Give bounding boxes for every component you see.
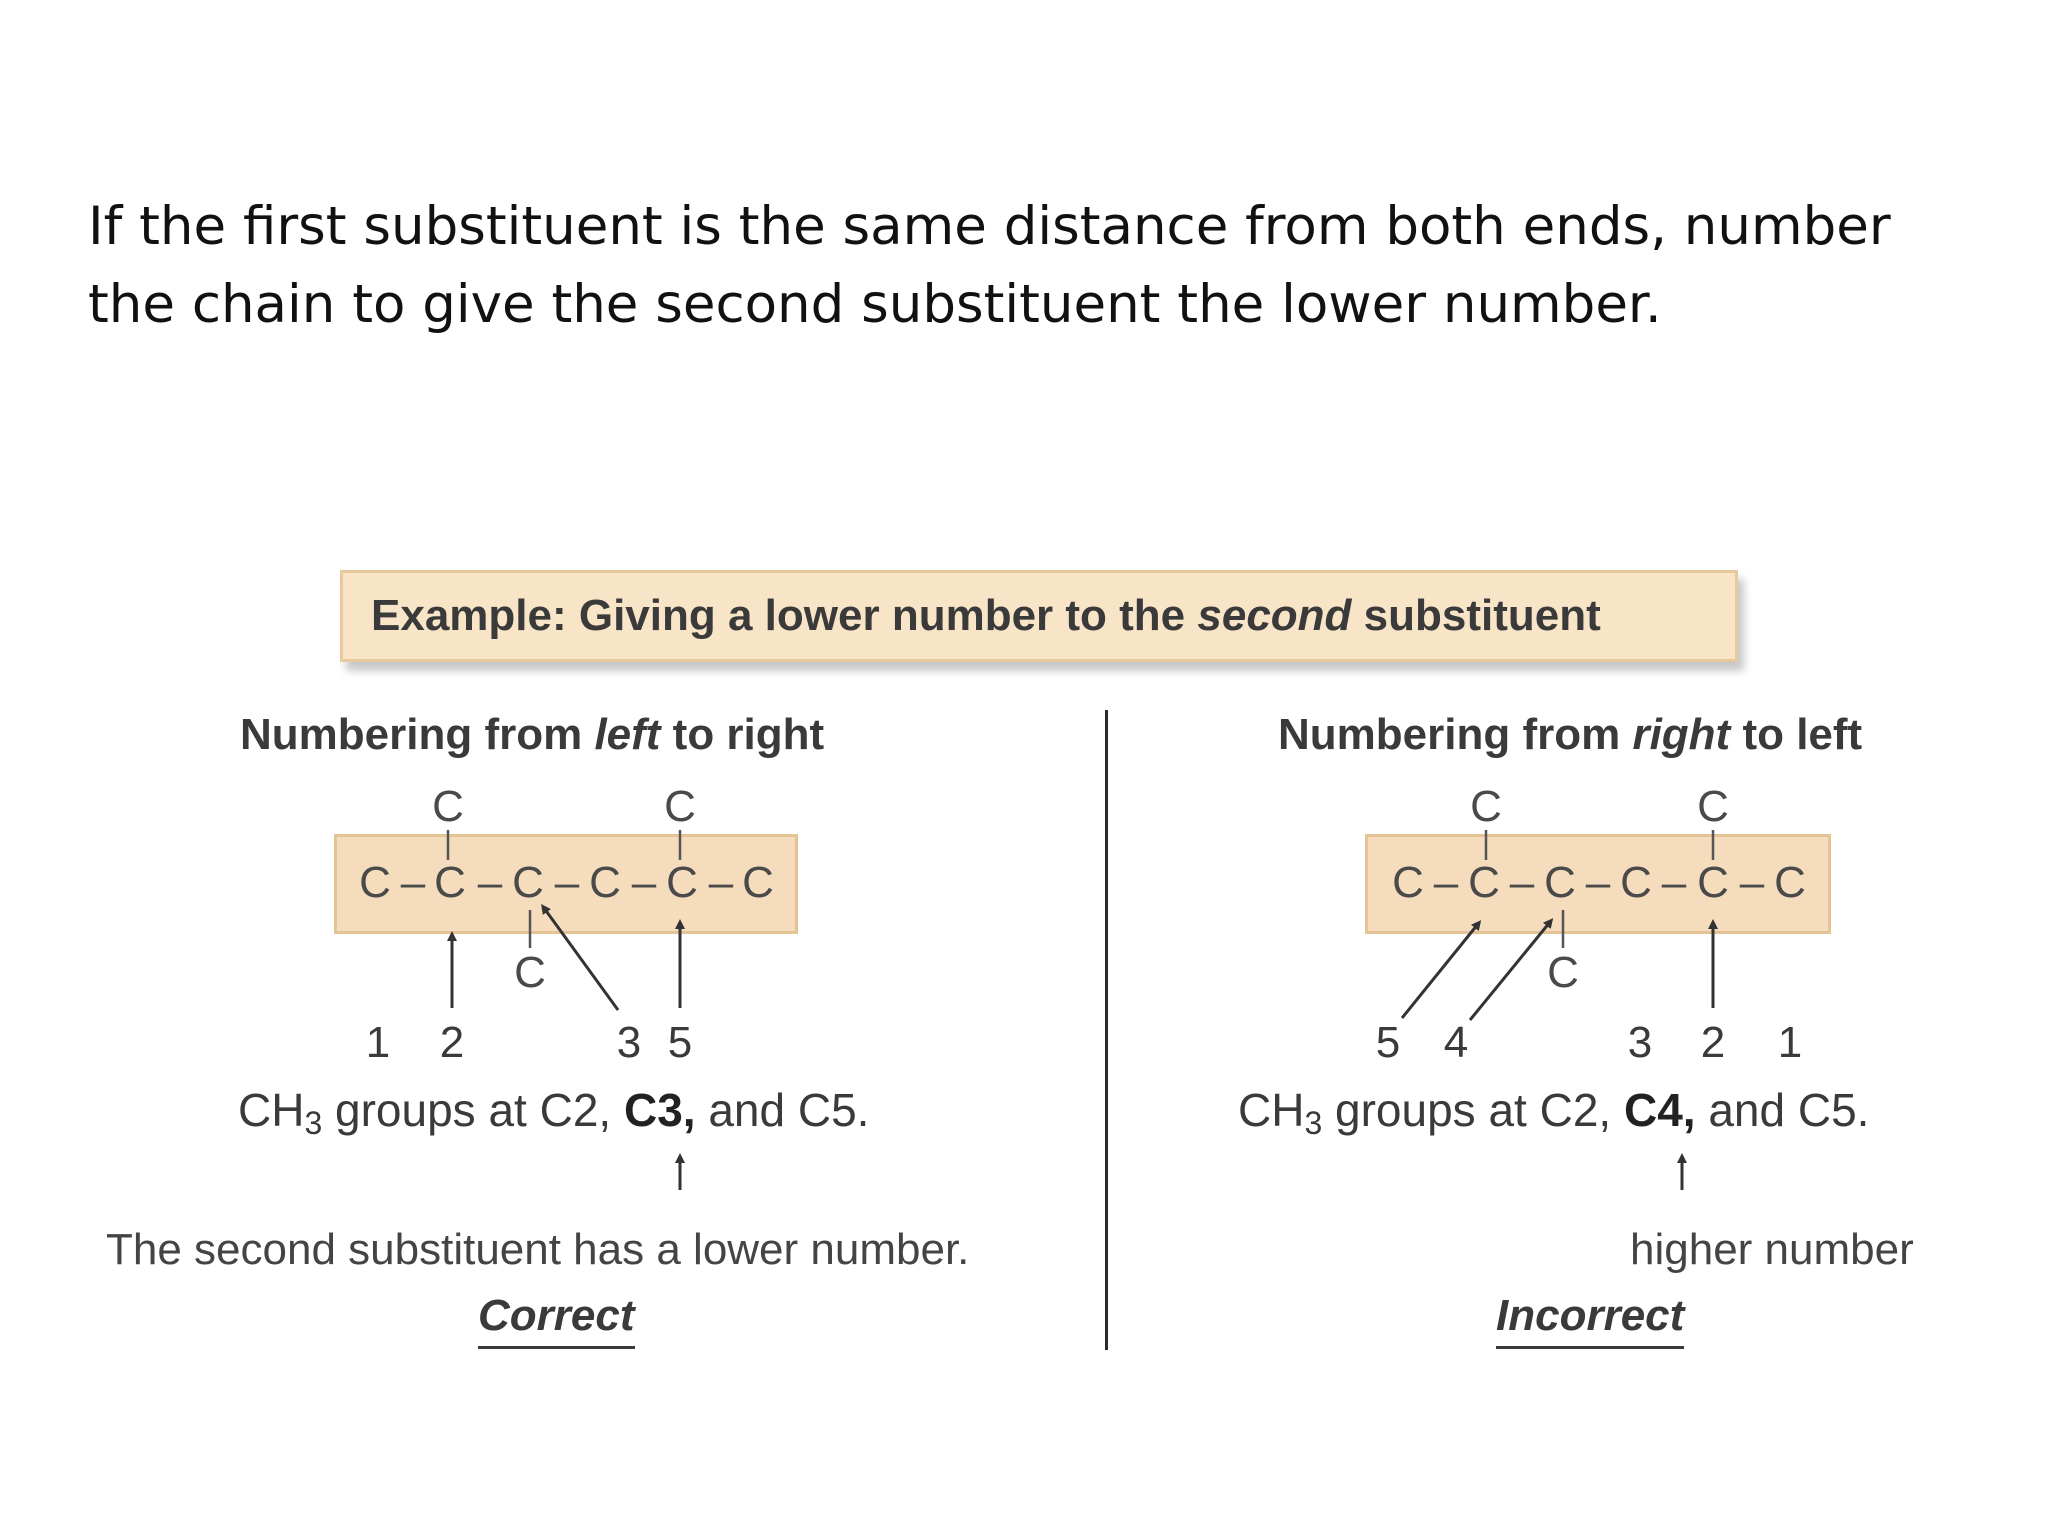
- left-chain-bond-3: –: [554, 858, 580, 907]
- left-number-5: 5: [667, 1018, 693, 1067]
- right-number-1: 1: [1777, 1018, 1803, 1067]
- right-chain-bond-5: –: [1433, 858, 1459, 907]
- left-chain-bond-5: –: [708, 858, 734, 907]
- right-caption-mid: groups at C2,: [1322, 1084, 1624, 1136]
- left-verdict: Correct: [478, 1288, 635, 1349]
- right-number-4: 4: [1443, 1018, 1469, 1067]
- right-substituent-c4: C: [1547, 948, 1579, 997]
- left-chain-bond-4: –: [631, 858, 657, 907]
- left-substituent-c5: C: [664, 782, 696, 831]
- left-caption-mid: groups at C2,: [322, 1084, 624, 1136]
- left-number-2: 2: [439, 1018, 465, 1067]
- left-chain-atom-4: C: [589, 858, 621, 907]
- left-chain-atom-3: C: [512, 858, 544, 907]
- left-substituent-c3: C: [514, 948, 546, 997]
- right-caption-ch: CH: [1238, 1084, 1305, 1136]
- right-number-5: 5: [1375, 1018, 1401, 1067]
- left-number-1: 1: [365, 1018, 391, 1067]
- example-suffix: substituent: [1351, 591, 1601, 640]
- left-heading-suffix: to right: [660, 710, 825, 759]
- right-chain-bond-1: –: [1739, 858, 1765, 907]
- left-chain-atom-1: C: [359, 858, 391, 907]
- right-verdict: Incorrect: [1496, 1288, 1684, 1349]
- right-chain-atom-6: C: [1392, 858, 1424, 907]
- right-chain-atom-1: C: [1774, 858, 1806, 907]
- left-caption-ch: CH: [238, 1084, 305, 1136]
- right-caption-end: and C5.: [1695, 1084, 1870, 1136]
- left-chain-atom-2: C: [434, 858, 466, 907]
- right-heading-suffix: to left: [1730, 710, 1863, 759]
- right-heading: [1278, 705, 1862, 765]
- example-emphasis: second: [1197, 591, 1352, 640]
- right-heading-emphasis: right: [1632, 710, 1731, 759]
- right-caption-sub: 3: [1304, 1105, 1323, 1141]
- right-chain-atom-4: C: [1544, 858, 1576, 907]
- right-caption: [1238, 1080, 1869, 1153]
- right-substituent-c2: C: [1697, 782, 1729, 831]
- left-caption-sub: 3: [304, 1105, 323, 1141]
- right-arrow-4: [1470, 922, 1550, 1020]
- left-heading: [240, 705, 824, 765]
- left-heading-prefix: Numbering from: [240, 710, 595, 759]
- right-chain-bond-3: –: [1585, 858, 1611, 907]
- left-chain-bond-2: –: [477, 858, 503, 907]
- right-chain-atom-2: C: [1697, 858, 1729, 907]
- left-chain-bond-1: –: [400, 858, 426, 907]
- right-number-2: 2: [1700, 1018, 1726, 1067]
- right-arrow-5: [1402, 924, 1478, 1018]
- right-number-3: 3: [1627, 1018, 1653, 1067]
- left-chain-atom-5: C: [666, 858, 698, 907]
- right-heading-prefix: Numbering from: [1278, 710, 1633, 759]
- right-chain-bond-2: –: [1661, 858, 1687, 907]
- left-caption-bold: C3,: [623, 1084, 696, 1136]
- right-chain-bond-4: –: [1509, 858, 1535, 907]
- right-note: higher number: [1630, 1225, 1914, 1274]
- left-caption: [238, 1080, 869, 1153]
- right-caption-bold: C4,: [1623, 1084, 1696, 1136]
- left-substituent-c2: C: [432, 782, 464, 831]
- example-banner: [340, 570, 1738, 662]
- left-chain-atom-6: C: [742, 858, 774, 907]
- panel-divider: [1105, 710, 1108, 1350]
- right-substituent-c5: C: [1470, 782, 1502, 831]
- intro-text: If the first substituent is the same distance from both ends, number the chain to give the second substituent the lower number.: [88, 196, 1891, 335]
- right-chain-atom-3: C: [1620, 858, 1652, 907]
- left-caption-end: and C5.: [695, 1084, 870, 1136]
- left-note: The second substituent has a lower number.: [106, 1225, 970, 1274]
- example-prefix: Example: Giving a lower number to the: [371, 591, 1198, 640]
- left-heading-emphasis: left: [594, 710, 661, 759]
- left-number-3: 3: [616, 1018, 642, 1067]
- right-chain-atom-5: C: [1468, 858, 1500, 907]
